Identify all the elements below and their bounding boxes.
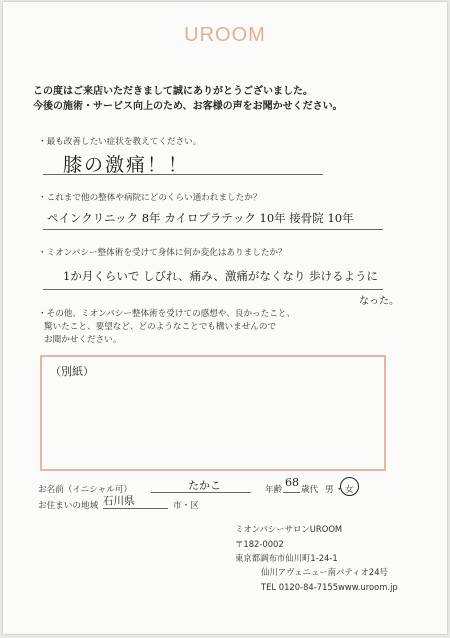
gender-male: 男 [325,485,334,495]
name-value: たかこ [188,479,221,492]
gender-selection-circle [340,477,359,496]
answer-3-rule [43,289,383,290]
answer-3-continuation: なった。 [359,296,399,307]
area-rule [103,508,168,509]
area-value: 石川県 [103,495,135,507]
address-line-2: 仙川アヴェニュー南パティオ24号 [261,567,388,577]
name-label: お名前（イニシャル可） [38,485,133,495]
answer-4-text: （別紙） [50,365,94,378]
answer-3-text: 1か月くらいで しびれ、痛み、激痛がなくなり 歩けるように [63,269,379,283]
uroom-logo: UROOM [184,24,266,46]
area-label: お住まいの地域 [38,501,99,511]
question-4-line-2: 驚いたこと、要望など、どのようなことでも構いませんので [44,322,277,332]
intro-text [33,84,343,114]
company-name: ミオンパシーサロンUROOM [235,524,343,534]
age-value: 68 [285,476,299,489]
answer-1-text: 膝の激痛！！ [63,154,190,176]
intro-line-1: この度はご来店いただきまして誠にありがとうございました。 [33,86,313,97]
free-comment-box [40,355,386,471]
answer-2-text: ペインクリニック 8年 カイロプラテック 10年 接骨院 10年 [47,211,354,225]
name-rule [151,492,251,493]
gender-separator: ・ [335,485,344,495]
answer-2-rule [43,229,383,230]
phone-number: TEL 0120-84-7155 [261,582,339,592]
answer-1-rule [43,174,323,175]
age-label: 年齢 [265,485,283,495]
address-line-1: 東京都調布市仙川町1-24-1 [235,553,338,563]
question-4-line-1: ・その他、ミオンパシー整体術を受けての感想や、良かったこと、 [38,309,296,319]
postal-code: 〒182-0002 [235,539,284,549]
question-3-label: ・ミオンパシー整体術を受けて身体に何か変化はありましたか？ [38,248,287,258]
website-url: www.uroom.jp [338,582,398,592]
intro-line-2: 今後の施術・サービス向上のため、お客様の声をお聞かせください。 [33,101,343,112]
question-2-label: ・これまで他の整体や病院にどのくらい通われましたか？ [38,193,262,203]
question-4-label [38,308,295,347]
question-1-label: ・最も改善したい症状を教えてください。 [38,137,202,147]
age-suffix: 歳代 [301,485,319,495]
question-4-line-3: お聞かせください。 [44,335,122,345]
age-rule [283,492,300,493]
gender-female: 女 [345,485,354,495]
area-suffix: 市・区 [173,501,199,511]
survey-sheet [3,2,447,634]
